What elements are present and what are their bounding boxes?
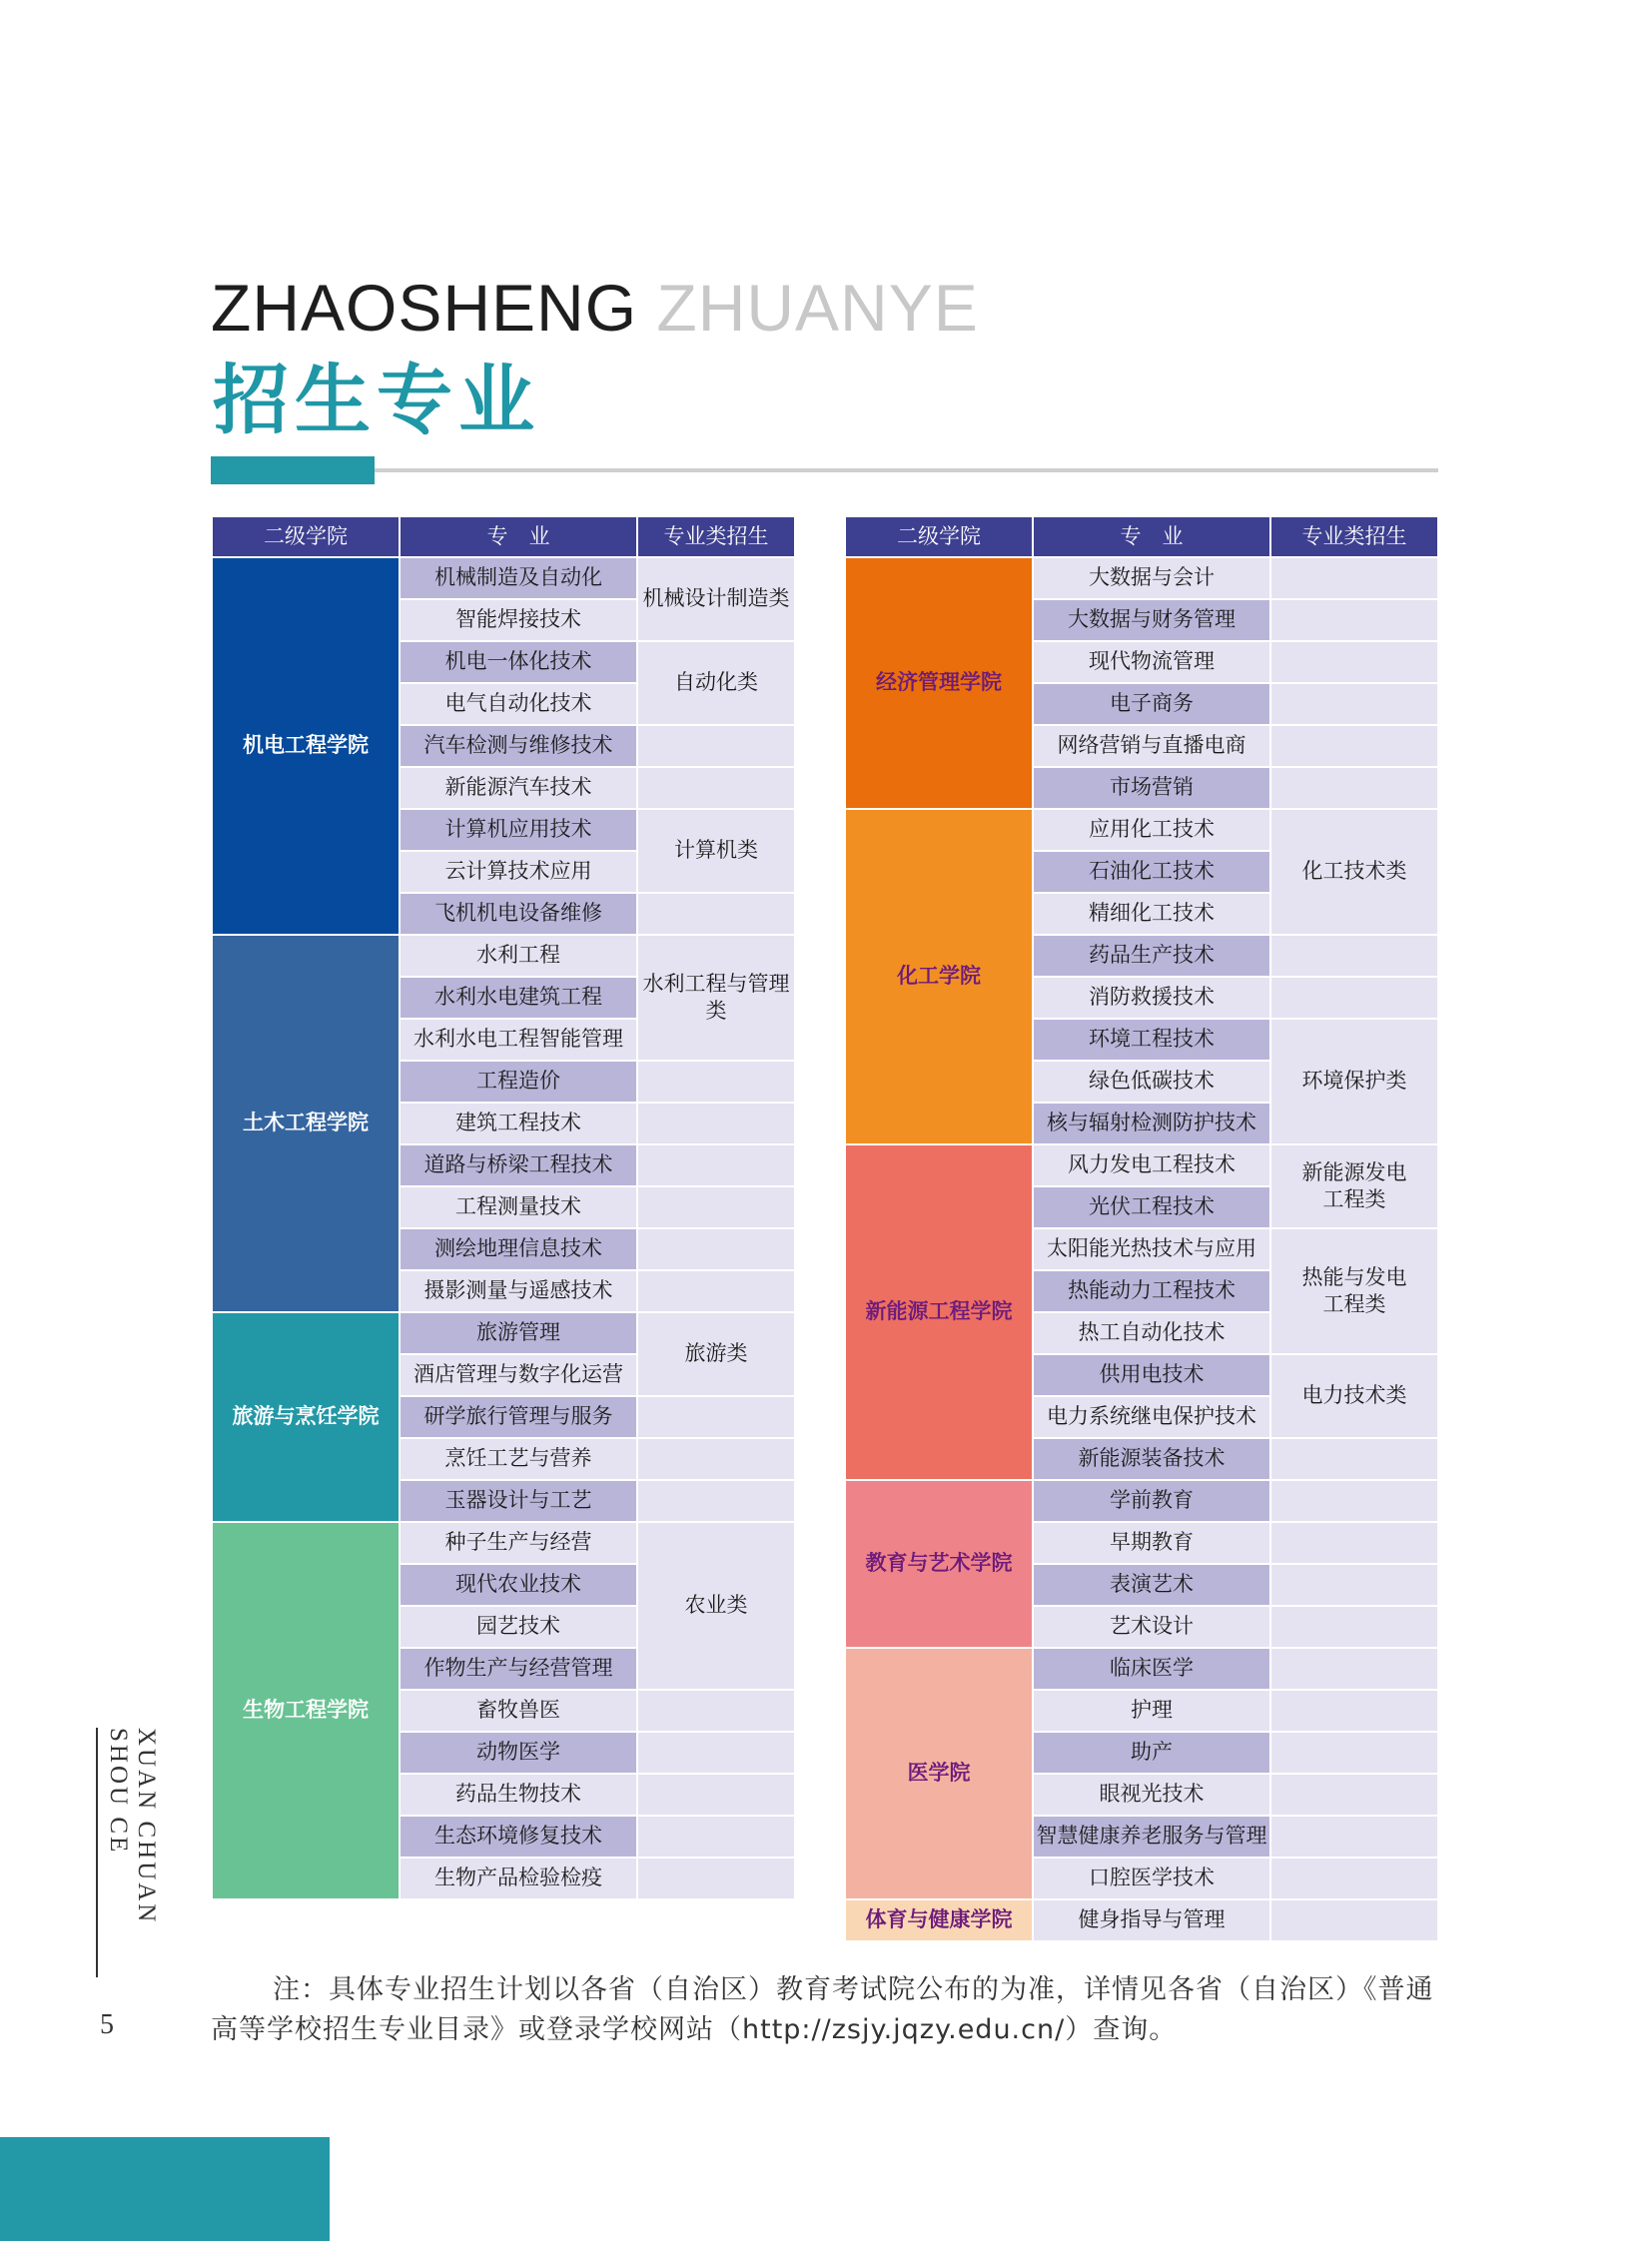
college-cell: 土木工程学院 — [212, 935, 400, 1312]
major-cell: 旅游管理 — [400, 1312, 637, 1354]
major-cell: 学前教育 — [1033, 1480, 1270, 1522]
major-cell: 生态环境修复技术 — [400, 1816, 637, 1858]
category-cell-empty — [637, 1774, 795, 1816]
major-cell: 云计算技术应用 — [400, 851, 637, 893]
major-cell: 网络营销与直播电商 — [1033, 725, 1270, 767]
major-cell: 眼视光技术 — [1033, 1774, 1270, 1816]
side-vertical-text: XUAN CHUAN SHOU CE — [96, 1728, 160, 1977]
major-cell: 电气自动化技术 — [400, 683, 637, 725]
major-cell: 水利水电工程智能管理 — [400, 1019, 637, 1061]
major-cell: 工程测量技术 — [400, 1186, 637, 1228]
category-cell: 环境保护类 — [1270, 1019, 1438, 1144]
category-cell-empty — [1270, 1564, 1438, 1606]
major-cell: 建筑工程技术 — [400, 1103, 637, 1144]
major-cell: 玉器设计与工艺 — [400, 1480, 637, 1522]
major-cell: 光伏工程技术 — [1033, 1186, 1270, 1228]
college-cell: 医学院 — [845, 1648, 1033, 1899]
major-cell: 太阳能光热技术与应用 — [1033, 1228, 1270, 1270]
category-cell-empty — [1270, 1816, 1438, 1858]
category-cell-empty — [1270, 725, 1438, 767]
title-en-part2: ZHUANYE — [656, 271, 979, 345]
major-cell: 摄影测量与遥感技术 — [400, 1270, 637, 1312]
major-cell: 应用化工技术 — [1033, 809, 1270, 851]
major-cell: 药品生产技术 — [1033, 935, 1270, 977]
major-cell: 助产 — [1033, 1732, 1270, 1774]
major-cell: 临床医学 — [1033, 1648, 1270, 1690]
major-cell: 环境工程技术 — [1033, 1019, 1270, 1061]
category-cell: 新能源发电工程类 — [1270, 1144, 1438, 1228]
category-cell-empty — [637, 1816, 795, 1858]
major-cell: 风力发电工程技术 — [1033, 1144, 1270, 1186]
category-cell-empty — [1270, 599, 1438, 641]
page-number: 5 — [100, 2009, 114, 2040]
major-cell: 园艺技术 — [400, 1606, 637, 1648]
category-cell-empty — [637, 1396, 795, 1438]
college-cell: 经济管理学院 — [845, 557, 1033, 809]
college-cell: 化工学院 — [845, 809, 1033, 1144]
major-cell: 生物产品检验检疫 — [400, 1858, 637, 1899]
page-title: 招生专业 — [213, 356, 540, 444]
major-cell: 现代物流管理 — [1033, 641, 1270, 683]
major-cell: 研学旅行管理与服务 — [400, 1396, 637, 1438]
category-cell-empty — [637, 893, 795, 935]
category-cell-empty — [1270, 977, 1438, 1019]
category-cell-empty — [637, 1480, 795, 1522]
header-college: 二级学院 — [845, 516, 1033, 557]
major-cell: 计算机应用技术 — [400, 809, 637, 851]
title-en-part1: ZHAOSHENG — [211, 271, 638, 345]
major-cell: 机电一体化技术 — [400, 641, 637, 683]
category-cell-empty — [637, 1690, 795, 1732]
major-cell: 飞机机电设备维修 — [400, 893, 637, 935]
major-cell: 健身指导与管理 — [1033, 1899, 1270, 1941]
major-cell: 大数据与会计 — [1033, 557, 1270, 599]
major-cell: 护理 — [1033, 1690, 1270, 1732]
title-english — [211, 268, 979, 348]
left-majors-table — [211, 515, 796, 1900]
category-cell-empty — [1270, 1774, 1438, 1816]
major-cell: 道路与桥梁工程技术 — [400, 1144, 637, 1186]
major-cell: 口腔医学技术 — [1033, 1858, 1270, 1899]
major-cell: 电子商务 — [1033, 683, 1270, 725]
major-cell: 测绘地理信息技术 — [400, 1228, 637, 1270]
major-cell: 种子生产与经营 — [400, 1522, 637, 1564]
major-cell: 新能源装备技术 — [1033, 1438, 1270, 1480]
category-cell-empty — [637, 1103, 795, 1144]
major-cell: 电力系统继电保护技术 — [1033, 1396, 1270, 1438]
category-cell: 化工技术类 — [1270, 809, 1438, 935]
category-cell-empty — [1270, 1899, 1438, 1941]
major-cell: 消防救援技术 — [1033, 977, 1270, 1019]
major-cell: 烹饪工艺与营养 — [400, 1438, 637, 1480]
major-cell: 作物生产与经营管理 — [400, 1648, 637, 1690]
major-cell: 新能源汽车技术 — [400, 767, 637, 809]
major-cell: 市场营销 — [1033, 767, 1270, 809]
major-cell: 现代农业技术 — [400, 1564, 637, 1606]
major-cell: 热能动力工程技术 — [1033, 1270, 1270, 1312]
category-cell-empty — [637, 767, 795, 809]
category-cell-empty — [637, 1270, 795, 1312]
college-cell: 生物工程学院 — [212, 1522, 400, 1899]
category-cell: 自动化类 — [637, 641, 795, 725]
college-cell: 机电工程学院 — [212, 557, 400, 935]
major-cell: 早期教育 — [1033, 1522, 1270, 1564]
major-cell: 石油化工技术 — [1033, 851, 1270, 893]
major-cell: 智能焊接技术 — [400, 599, 637, 641]
category-cell: 水利工程与管理类 — [637, 935, 795, 1061]
major-cell: 动物医学 — [400, 1732, 637, 1774]
footnote: 注：具体专业招生计划以各省（自治区）教育考试院公布的为准，详情见各省（自治区）《普通高等学校招生专业目录》或登录学校网站（http://zsjy.jqzy.edu.cn/）查询。 — [211, 1974, 1434, 2045]
major-cell: 大数据与财务管理 — [1033, 599, 1270, 641]
category-cell: 热能与发电工程类 — [1270, 1228, 1438, 1354]
major-cell: 汽车检测与维修技术 — [400, 725, 637, 767]
category-cell-empty — [1270, 557, 1438, 599]
category-cell-empty — [1270, 683, 1438, 725]
category-cell-empty — [637, 1732, 795, 1774]
header-category: 专业类招生 — [637, 516, 795, 557]
header-major: 专 业 — [1033, 516, 1270, 557]
category-cell-empty — [1270, 1690, 1438, 1732]
major-cell: 绿色低碳技术 — [1033, 1061, 1270, 1103]
title-underline — [375, 468, 1438, 472]
category-cell-empty — [637, 1061, 795, 1103]
category-cell-empty — [1270, 1438, 1438, 1480]
category-cell-empty — [637, 1438, 795, 1480]
category-cell: 机械设计制造类 — [637, 557, 795, 641]
major-cell: 畜牧兽医 — [400, 1690, 637, 1732]
major-cell: 精细化工技术 — [1033, 893, 1270, 935]
major-cell: 工程造价 — [400, 1061, 637, 1103]
right-majors-table — [844, 515, 1439, 1942]
category-cell-empty — [637, 1228, 795, 1270]
major-cell: 机械制造及自动化 — [400, 557, 637, 599]
footer-accent-bar — [0, 2137, 330, 2241]
major-cell: 水利工程 — [400, 935, 637, 977]
category-cell-empty — [1270, 1606, 1438, 1648]
college-cell: 新能源工程学院 — [845, 1144, 1033, 1480]
category-cell: 计算机类 — [637, 809, 795, 893]
category-cell-empty — [1270, 1648, 1438, 1690]
category-cell-empty — [637, 1858, 795, 1899]
category-cell-empty — [637, 1144, 795, 1186]
category-cell-empty — [1270, 935, 1438, 977]
major-cell: 酒店管理与数字化运营 — [400, 1354, 637, 1396]
college-cell: 旅游与烹饪学院 — [212, 1312, 400, 1522]
category-cell: 旅游类 — [637, 1312, 795, 1396]
category-cell-empty — [1270, 641, 1438, 683]
header-major: 专 业 — [400, 516, 637, 557]
category-cell-empty — [637, 725, 795, 767]
header-college: 二级学院 — [212, 516, 400, 557]
category-cell-empty — [1270, 1858, 1438, 1899]
category-cell: 农业类 — [637, 1522, 795, 1690]
major-cell: 核与辐射检测防护技术 — [1033, 1103, 1270, 1144]
major-cell: 表演艺术 — [1033, 1564, 1270, 1606]
header-category: 专业类招生 — [1270, 516, 1438, 557]
category-cell: 电力技术类 — [1270, 1354, 1438, 1438]
college-cell: 体育与健康学院 — [845, 1899, 1033, 1941]
major-cell: 智慧健康养老服务与管理 — [1033, 1816, 1270, 1858]
category-cell-empty — [1270, 1732, 1438, 1774]
title-accent-bar — [211, 456, 375, 484]
category-cell-empty — [1270, 767, 1438, 809]
major-cell: 水利水电建筑工程 — [400, 977, 637, 1019]
major-cell: 药品生物技术 — [400, 1774, 637, 1816]
category-cell-empty — [1270, 1522, 1438, 1564]
college-cell: 教育与艺术学院 — [845, 1480, 1033, 1648]
category-cell-empty — [1270, 1480, 1438, 1522]
major-cell: 热工自动化技术 — [1033, 1312, 1270, 1354]
major-cell: 供用电技术 — [1033, 1354, 1270, 1396]
category-cell-empty — [637, 1186, 795, 1228]
major-cell: 艺术设计 — [1033, 1606, 1270, 1648]
